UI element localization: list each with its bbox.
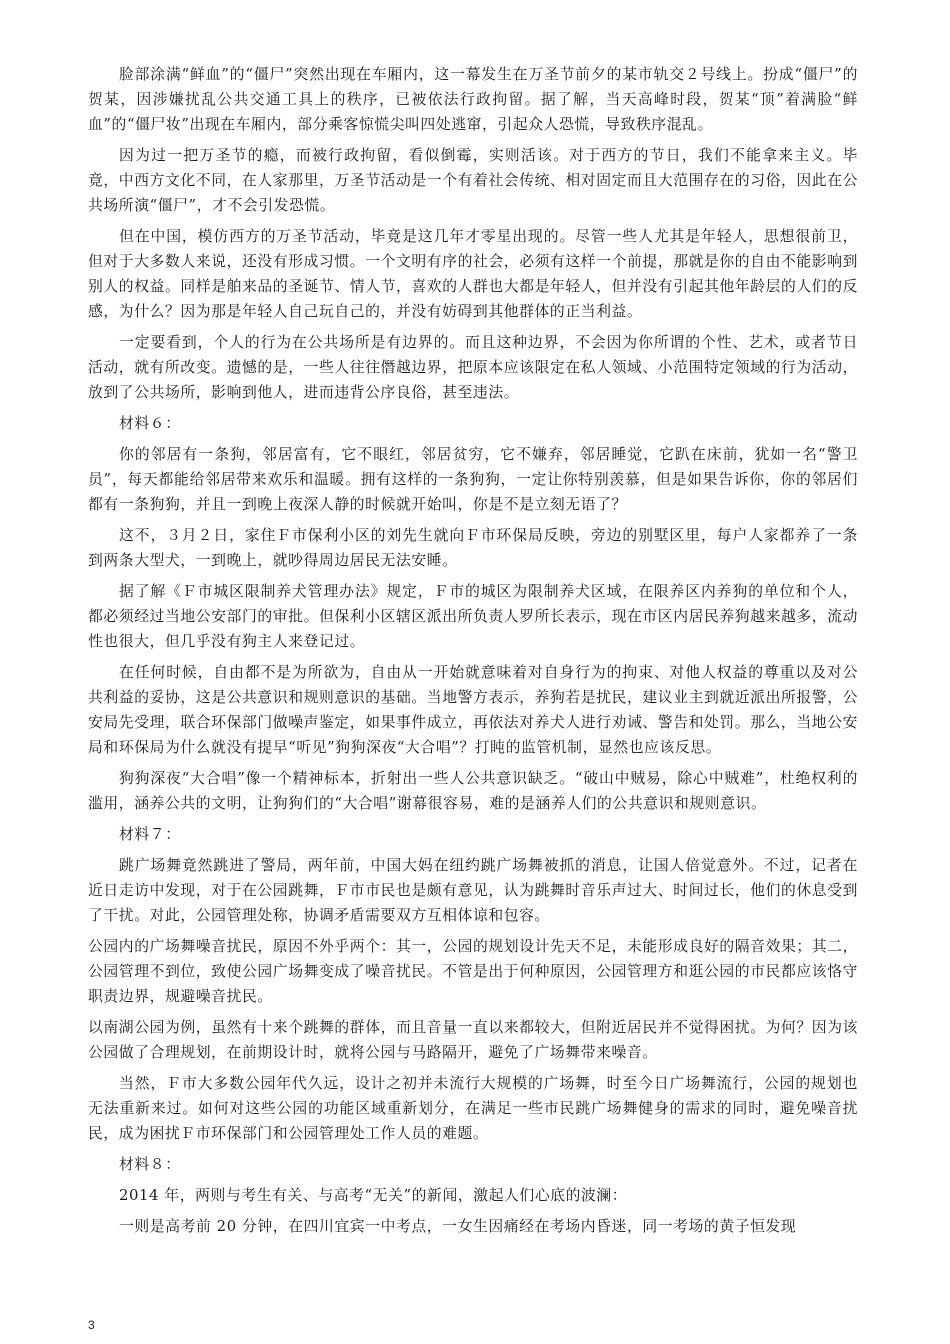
paragraph: 当然，Ｆ市大多数公园年代久远，设计之初并未流行大规模的广场舞，时至今日广场舞流行，公园的规划也无法重新来过。如何对这些公园的功能区域重新划分，在满足一些市民跳广场舞健身的需求的同时，避免噪音扰民，成为困扰Ｆ市环保部门和公园管理处工作人员的难题。 <box>88 1075 858 1142</box>
paragraph: 你的邻居有一条狗，邻居富有，它不眼红，邻居贫穷，它不嫌弃，邻居睡觉，它趴在床前，犹如一名“警卫员”，每天都能给邻居带来欢乐和温暖。拥有这样的一条狗狗，一定让你特别羡慕，但是如果告诉你，你的邻居们都有一条狗狗，并且一到晚上夜深人静的时候就开始叫，你是不是立刻无语了？ <box>88 446 858 513</box>
paragraph: 脸部涂满“鲜血”的“僵尸”突然出现在车厢内，这一幕发生在万圣节前夕的某市轨交２号线上。扮成“僵尸”的贺某，因涉嫌扰乱公共交通工具上的秩序，已被依法行政拘留。据了解，当天高峰时段，贺某“顶”着满脸“鲜血”的“僵尸妆”出现在车厢内，部分乘客惊慌尖叫四处逃窜，引起众人恐慌，导致秩序混乱。 <box>88 66 858 133</box>
paragraph: 2014 年，两则与考生有关、与高考“无关”的新闻，激起人们心底的波澜： <box>119 1187 628 1204</box>
paragraph: 一定要看到，个人的行为在公共场所是有边界的。而且这种边界，不会因为你所谓的个性、艺术，或者节日活动，就有所改变。遗憾的是，一些人往往僭越边界，把原本应该限定在私人领域、小范围特定领域的行为活动，放到了公共场所，影响到他人，进而违背公序良俗，甚至违法。 <box>88 334 858 401</box>
paragraph: 这不，３月２日，家住Ｆ市保利小区的刘先生就向Ｆ市环保局反映，旁边的别墅区里，每户人家都养了一条到两条大型犬，一到晚上，就吵得周边居民无法安睡。 <box>88 527 858 569</box>
paragraph: 狗狗深夜“大合唱”像一个精神标本，折射出一些人公共意识缺乏。“破山中贼易，除心中贼难”，杜绝权利的滥用，涵养公共的文明，让狗狗们的“大合唱”谢幕很容易，难的是涵养人们的公共意识和规则意识。 <box>88 770 858 812</box>
paragraph: 但在中国，模仿西方的万圣节活动，毕竟是这几年才零星出现的。尽管一些人尤其是年轻人，思想很前卫，但对于大多数人来说，还没有形成习惯。一个文明有序的社会，必须有这样一个前提，那就是你的自由不能影响到别人的权益。同样是舶来品的圣诞节、情人节，喜欢的人群也大都是年轻人，但并没有引起其他年龄层的人们的反感，为什么？因为那是年轻人自己玩自己的，并没有妨碍到其他群体的正当利益。 <box>88 228 858 320</box>
paragraph: 跳广场舞竟然跳进了警局，两年前，中国大妈在纽约跳广场舞被抓的消息，让国人倍觉意外。不过，记者在近日走访中发现，对于在公园跳舞，Ｆ市市民也是颇有意见，认为跳舞时音乐声过大、时间过长，他们的休息受到了干扰。对此，公园管理处称，协调矛盾需要双方互相体谅和包容。 <box>88 857 858 924</box>
paragraph: 以南湖公园为例，虽然有十来个跳舞的群体，而且音量一直以来都较大，但附近居民并不觉得困扰。为何？因为该公园做了合理规划，在前期设计时，就将公园与马路隔开，避免了广场舞带来噪音。 <box>88 1019 858 1061</box>
section-heading: 材料７： <box>119 826 181 843</box>
section-heading: 材料８： <box>119 1156 181 1173</box>
paragraph: 在任何时候，自由都不是为所欲为，自由从一开始就意味着对自身行为的拘束、对他人权益的尊重以及对公共利益的妥协，这是公共意识和规则意识的基础。当地警方表示，养狗若是扰民，建议业主到就近派出所报警，公安局先受理，联合环保部门做噪声鉴定，如果事件成立，再依法对养犬人进行劝诫、警告和处罚。那么，当地公安局和环保局为什么就没有提早“听见”狗狗深夜“大合唱”？打盹的监管机制，显然也应该反思。 <box>88 664 858 756</box>
section-heading: 材料６： <box>119 415 181 432</box>
paragraph: 公园内的广场舞噪音扰民，原因不外乎两个：其一，公园的规划设计先天不足，未能形成良好的隔音效果；其二，公园管理不到位，致使公园广场舞变成了噪音扰民。不管是出于何种原因，公园管理方和逛公园的市民都应该恪守职责边界，规避噪音扰民。 <box>88 938 858 1005</box>
paragraph: 因为过一把万圣节的瘾，而被行政拘留，看似倒霉，实则活该。对于西方的节日，我们不能拿来主义。毕竟，中西方文化不同，在人家那里，万圣节活动是一个有着社会传统、相对固定而且大范围存在的习俗，因此在公共场所演“僵尸”，才不会引发恐慌。 <box>88 147 858 214</box>
page-number: 3 <box>88 1318 95 1332</box>
paragraph: 据了解《Ｆ市城区限制养犬管理办法》规定，Ｆ市的城区为限制养犬区域，在限养区内养狗的单位和个人，都必须经过当地公安部门的审批。但保利小区辖区派出所负责人罗所长表示，现在市区内居民养狗越来越多，流动性也很大，但几乎没有狗主人来登记过。 <box>88 583 858 650</box>
paragraph: 一则是高考前 20 分钟，在四川宜宾一中考点，一女生因痛经在考场内昏迷，同一考场的黄子恒发现 <box>119 1218 797 1235</box>
